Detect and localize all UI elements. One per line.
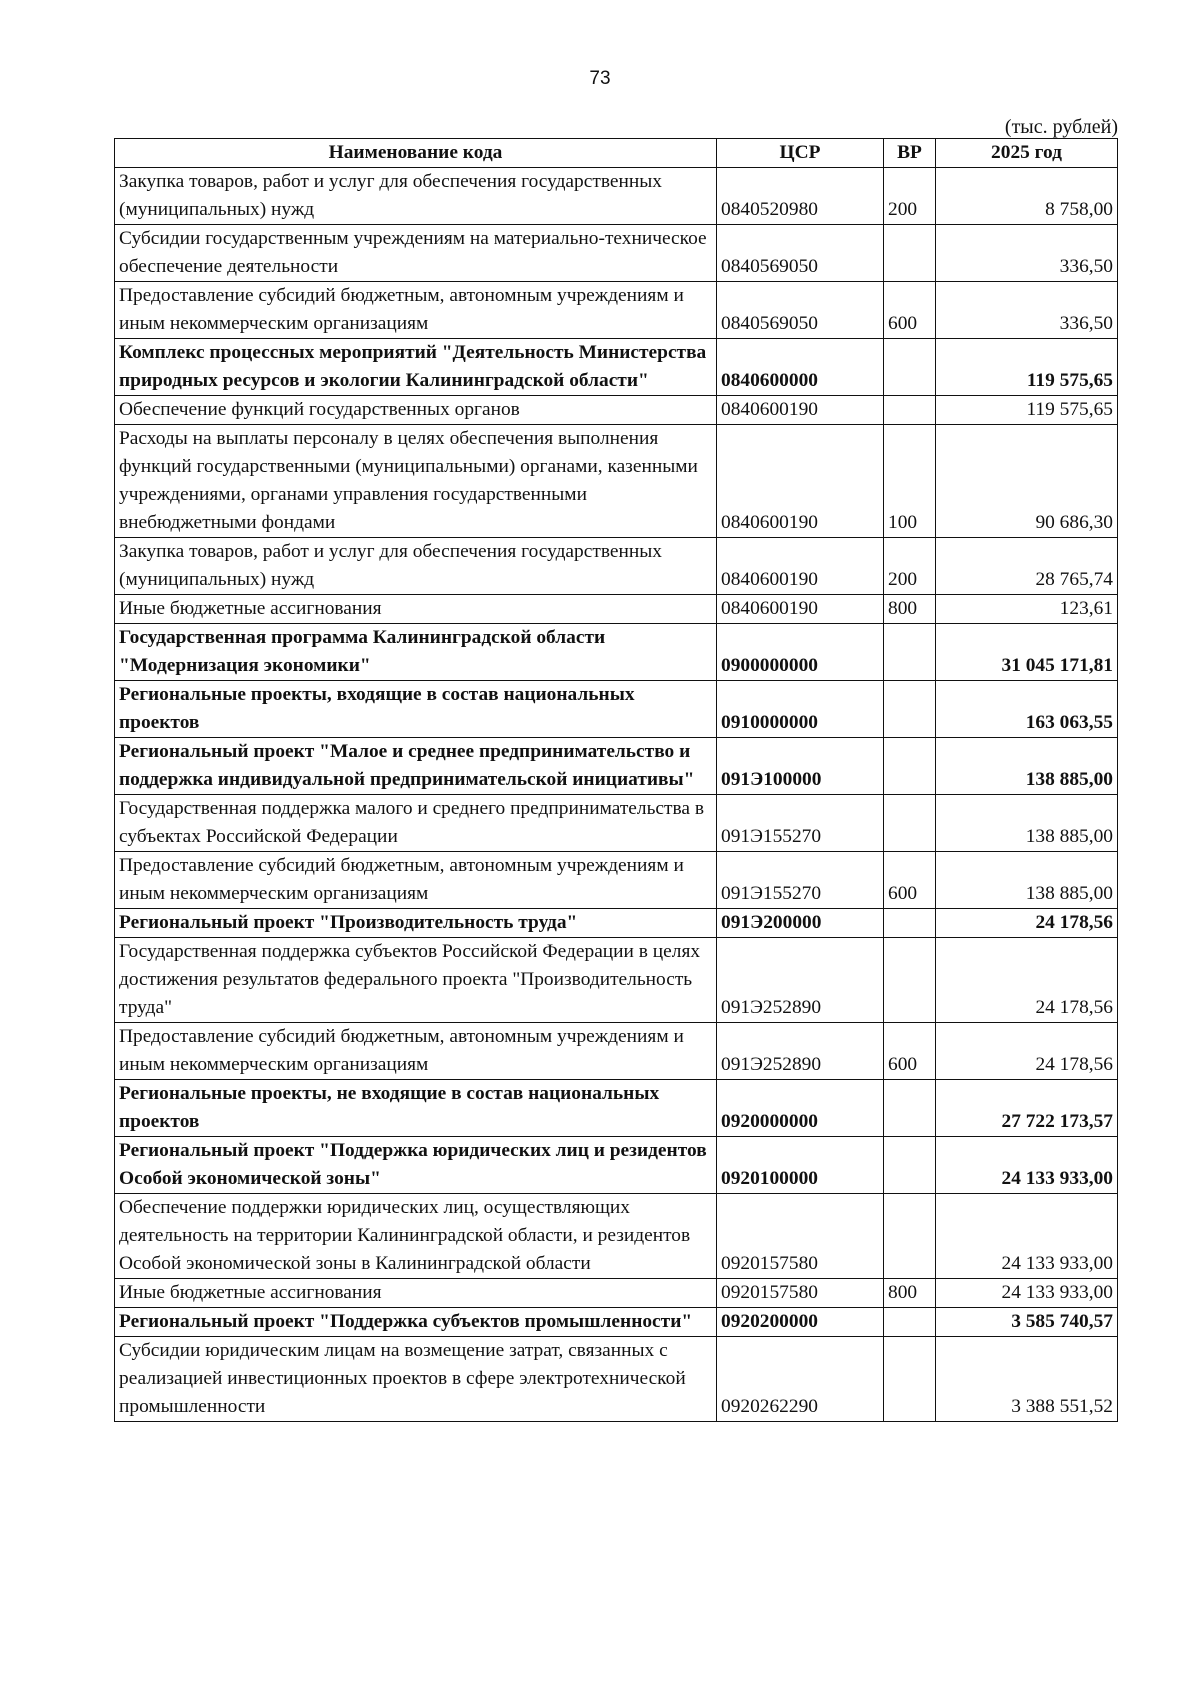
row-vr (884, 225, 936, 282)
row-name: Государственная поддержка малого и среднего предпринимательства в субъектах Российской Федерации (115, 795, 717, 852)
row-vr (884, 681, 936, 738)
row-csr: 0920262290 (717, 1337, 884, 1422)
row-name: Региональный проект "Поддержка субъектов промышленности" (115, 1308, 717, 1337)
row-vr: 600 (884, 1023, 936, 1080)
table-row (115, 282, 1118, 339)
row-amount: 119 575,65 (936, 339, 1118, 396)
row-name: Государственная программа Калининградской области "Модернизация экономики" (115, 624, 717, 681)
row-csr: 091Э200000 (717, 909, 884, 938)
row-vr (884, 909, 936, 938)
row-vr (884, 339, 936, 396)
table-body (115, 168, 1118, 1422)
row-amount: 31 045 171,81 (936, 624, 1118, 681)
row-vr (884, 1080, 936, 1137)
row-csr: 0920157580 (717, 1194, 884, 1279)
row-csr: 0920000000 (717, 1080, 884, 1137)
row-amount: 24 133 933,00 (936, 1137, 1118, 1194)
row-name: Обеспечение функций государственных органов (115, 396, 717, 425)
row-name: Расходы на выплаты персоналу в целях обеспечения выполнения функций государственными (муниципальными) органами, казенными учреждениями, органами управления государственными внебюджетными фондами (115, 425, 717, 538)
header-csr: ЦСР (717, 139, 884, 168)
table-row (115, 595, 1118, 624)
row-csr: 0840600190 (717, 595, 884, 624)
table-row (115, 168, 1118, 225)
row-csr: 0840569050 (717, 225, 884, 282)
header-vr: ВР (884, 139, 936, 168)
table-row (115, 1023, 1118, 1080)
table-row (115, 681, 1118, 738)
row-vr (884, 1137, 936, 1194)
row-name: Обеспечение поддержки юридических лиц, осуществляющих деятельность на территории Калининградской области, и резидентов Особой экономической зоны в Калининградской области (115, 1194, 717, 1279)
row-csr: 0920157580 (717, 1279, 884, 1308)
table-row (115, 1279, 1118, 1308)
row-csr: 0840520980 (717, 168, 884, 225)
table-row (115, 795, 1118, 852)
row-amount: 138 885,00 (936, 852, 1118, 909)
row-amount: 24 178,56 (936, 938, 1118, 1023)
units-label: (тыс. рублей) (1004, 116, 1118, 138)
table-row (115, 225, 1118, 282)
row-vr (884, 938, 936, 1023)
row-name: Субсидии юридическим лицам на возмещение затрат, связанных с реализацией инвестиционных проектов в сфере электротехнической промышленности (115, 1337, 717, 1422)
row-name: Комплекс процессных мероприятий "Деятельность Министерства природных ресурсов и экологии Калининградской области" (115, 339, 717, 396)
row-name: Предоставление субсидий бюджетным, автономным учреждениям и иным некоммерческим организациям (115, 1023, 717, 1080)
row-amount: 3 585 740,57 (936, 1308, 1118, 1337)
row-name: Региональный проект "Поддержка юридических лиц и резидентов Особой экономической зоны" (115, 1137, 717, 1194)
row-csr: 091Э100000 (717, 738, 884, 795)
page-number: 73 (589, 68, 611, 89)
header-year: 2025 год (936, 139, 1118, 168)
table-row (115, 1194, 1118, 1279)
row-amount: 3 388 551,52 (936, 1337, 1118, 1422)
header-name: Наименование кода (115, 139, 717, 168)
table-row (115, 538, 1118, 595)
row-name: Региональные проекты, входящие в состав национальных проектов (115, 681, 717, 738)
row-name: Региональный проект "Производительность труда" (115, 909, 717, 938)
row-amount: 27 722 173,57 (936, 1080, 1118, 1137)
row-csr: 0840569050 (717, 282, 884, 339)
row-amount: 163 063,55 (936, 681, 1118, 738)
row-csr: 0840600190 (717, 425, 884, 538)
row-vr (884, 624, 936, 681)
row-amount: 138 885,00 (936, 738, 1118, 795)
row-amount: 8 758,00 (936, 168, 1118, 225)
row-csr: 0840600190 (717, 396, 884, 425)
row-csr: 0920100000 (717, 1137, 884, 1194)
row-csr: 091Э252890 (717, 1023, 884, 1080)
row-csr: 091Э155270 (717, 795, 884, 852)
row-amount: 24 178,56 (936, 1023, 1118, 1080)
row-amount: 28 765,74 (936, 538, 1118, 595)
table-row (115, 938, 1118, 1023)
row-name: Региональный проект "Малое и среднее предпринимательство и поддержка индивидуальной предпринимательской инициативы" (115, 738, 717, 795)
row-csr: 0900000000 (717, 624, 884, 681)
table-row (115, 852, 1118, 909)
row-name: Региональные проекты, не входящие в состав национальных проектов (115, 1080, 717, 1137)
table-row (115, 624, 1118, 681)
table-row (115, 1337, 1118, 1422)
row-csr: 0840600000 (717, 339, 884, 396)
row-name: Закупка товаров, работ и услуг для обеспечения государственных (муниципальных) нужд (115, 538, 717, 595)
table-row (115, 425, 1118, 538)
table-row (115, 1308, 1118, 1337)
budget-table (114, 138, 1118, 1422)
row-vr: 600 (884, 852, 936, 909)
row-csr: 0840600190 (717, 538, 884, 595)
table-row (115, 738, 1118, 795)
row-amount: 119 575,65 (936, 396, 1118, 425)
row-amount: 138 885,00 (936, 795, 1118, 852)
row-vr (884, 1308, 936, 1337)
row-vr: 600 (884, 282, 936, 339)
row-vr (884, 1194, 936, 1279)
row-amount: 24 133 933,00 (936, 1194, 1118, 1279)
table-row (115, 1080, 1118, 1137)
row-amount: 336,50 (936, 282, 1118, 339)
row-vr: 800 (884, 1279, 936, 1308)
row-csr: 091Э155270 (717, 852, 884, 909)
row-vr: 200 (884, 538, 936, 595)
table-row (115, 396, 1118, 425)
row-vr (884, 795, 936, 852)
row-csr: 0920200000 (717, 1308, 884, 1337)
row-name: Предоставление субсидий бюджетным, автономным учреждениям и иным некоммерческим организациям (115, 852, 717, 909)
row-vr (884, 738, 936, 795)
row-name: Государственная поддержка субъектов Российской Федерации в целях достижения результатов федерального проекта "Производительность труда" (115, 938, 717, 1023)
row-name: Предоставление субсидий бюджетным, автономным учреждениям и иным некоммерческим организациям (115, 282, 717, 339)
table-row (115, 339, 1118, 396)
header-row (115, 139, 1118, 168)
row-name: Иные бюджетные ассигнования (115, 595, 717, 624)
row-csr: 0910000000 (717, 681, 884, 738)
row-name: Закупка товаров, работ и услуг для обеспечения государственных (муниципальных) нужд (115, 168, 717, 225)
table-row (115, 1137, 1118, 1194)
row-amount: 90 686,30 (936, 425, 1118, 538)
row-amount: 24 178,56 (936, 909, 1118, 938)
table-row (115, 909, 1118, 938)
row-amount: 123,61 (936, 595, 1118, 624)
row-vr: 800 (884, 595, 936, 624)
row-amount: 24 133 933,00 (936, 1279, 1118, 1308)
row-name: Субсидии государственным учреждениям на материально-техническое обеспечение деятельности (115, 225, 717, 282)
row-amount: 336,50 (936, 225, 1118, 282)
row-vr (884, 396, 936, 425)
row-vr: 100 (884, 425, 936, 538)
row-vr: 200 (884, 168, 936, 225)
row-csr: 091Э252890 (717, 938, 884, 1023)
row-name: Иные бюджетные ассигнования (115, 1279, 717, 1308)
row-vr (884, 1337, 936, 1422)
